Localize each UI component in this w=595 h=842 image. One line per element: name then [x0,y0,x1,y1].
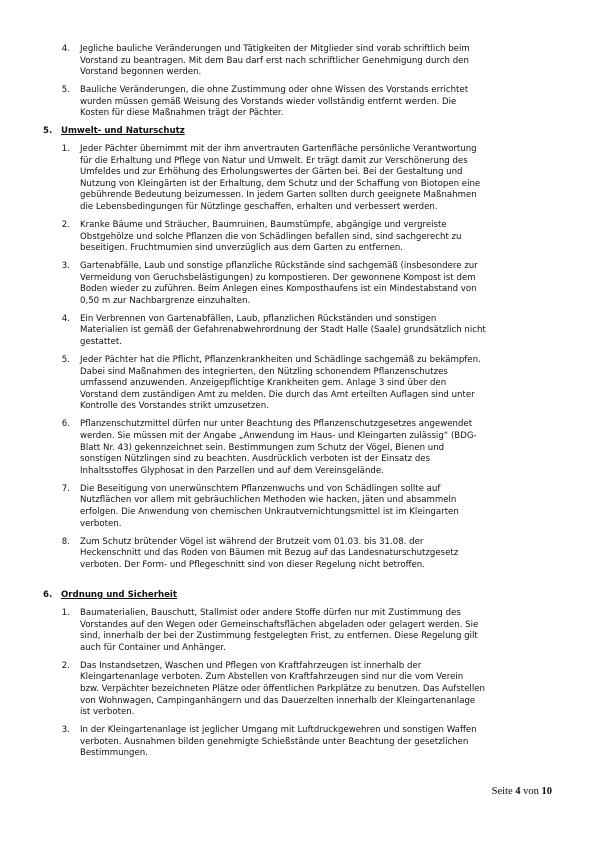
item-number: 2. [61,219,70,230]
list-item [0,608,595,654]
list-item [0,419,595,477]
item-text: Ein Verbrennen von Gartenabfällen, Laub, pflanzlichen Rückständen und sonstigen Materialien ist gemäß der Gefahrenabwehrordnung der Stadt Halle (Saale) grundsätzlich nicht gestattet. [80,313,486,348]
list-item [0,355,595,413]
item-number: 4. [61,313,70,324]
item-text: Das Instandsetzen, Waschen und Pflegen von Kraftfahrzeugen ist innerhalb der Kleingartenanlage verboten. Zum Abstellen von Kraftfahrzeugen sind nur die vom Verein bzw. Verpächter bezeichneten Plätze oder öffentlichen Parkplätze zu benutzen. Das Aufstellen von Wohnwagen, Campinganhängern und das Dauerzelten innerhalb der Kleingartenanlage ist verboten. [80,660,485,718]
section-number: 6. [43,590,53,600]
item-number: 5. [61,355,70,366]
item-number: 2. [61,660,70,671]
item-text: Bauliche Veränderungen, die ohne Zustimmung oder ohne Wissen des Vorstands errichtet wurden müssen gemäß Weisung des Vorstands wieder vollständig entfernt werden. Die Kosten für diese Maßnahmen trägt der Pächter. [80,85,469,119]
item-text: Jeder Pächter übernimmt mit der ihm anvertrauten Gartenfläche persönliche Verantwortung für die Erhaltung und Pflege von Natur und Umwelt. Er trägt damit zur Verschönerung des Umfeldes und zur Erhöhung des Erholungswertes der Gärten bei. Bei der Gestaltung und Nutzung von Kleingärten ist der Erhaltung, dem Schutz und der Schaffung von Biotopen eine gebührende Bedeutung beizumessen. In jedem Garten sollten durch geeignete Maßnahmen die Lebensbedingungen für Nützlinge geschaffen, erhalten und verbessert werden. [80,144,481,212]
section-title: Ordnung und Sicherheit [61,590,177,600]
item-text: Jeder Pächter hat die Pflicht, Pflanzenkrankheiten und Schädlinge sachgemäß zu bekämpfen. Dabei sind Maßnahmen des integrierten, den Nützling schonendem Pflanzenschutzes umfassend anzuwenden. Anzeigepflichtige Krankheiten gem. Anlage 3 sind über den Vorstand dem zuständigen Amt zu melden. Die durch das Amt erteilten Auflagen sind unter Kontrolle des Vorstandes strikt umzusetzen. [80,355,481,412]
list-item [0,537,595,572]
item-number: 7. [61,483,70,494]
item-text: Gartenabfälle, Laub und sonstige pflanzliche Rückstände sind sachgemäß (insbesondere zur Vermeidung von Geruchsbelästigungen) zu kompostieren. Der gewonnene Kompost ist dem Boden wieder zu zuführen. Beim Anlegen eines Komposthaufens ist ein Mindestabstand von 0,50 m zur Nachbargrenze einzuhalten. [80,261,478,306]
page-of-label: von [523,786,539,797]
item-number: 1. [61,608,70,618]
list-item [0,144,595,214]
list-item [0,661,595,719]
item-text: Die Beseitigung von unerwünschtem Pflanzenwuchs und von Schädlingen sollte auf Nutzflächen vor allem mit gebräuchlichen Methoden wie hacken, jäten und absammeln erfolgen. Die Anwendung von chemischen Unkrautvernichtungsmittel ist im Kleingarten verboten. [80,483,459,529]
total-pages-number: 10 [541,786,552,797]
item-text: Pflanzenschutzmittel dürfen nur unter Beachtung des Pflanzenschutzgesetzes angewendet werden. Sie müssen mit der Angabe „Anwendung im Haus- und Kleingarten zulässig“ (BDG- Blatt Nr. 43) gekennzeichnet sein. Bestimmungen zum Schutz der Vögel, Bienen und sonstigen Nützlingen sind zu beachten. Ausdrücklich verboten ist der Einsatz des Inhaltsstoffes Glyphosat in den Parzellen und auf dem Vereinsgelände. [80,419,477,476]
item-number: 3. [61,725,70,736]
item-text: In der Kleingartenanlage ist jeglicher Umgang mit Luftdruckgewehren und sonstigen Waffen verboten. Ausnahmen bilden genehmigte Schießstände unter Beachtung der gesetzlichen Bestimmungen. [80,725,477,759]
list-item [0,261,595,307]
section-heading-5 [43,126,185,138]
list-item [0,220,595,255]
list-item [0,44,595,79]
intro-list [0,44,595,126]
section-heading-6 [43,590,177,602]
item-number: 1. [61,144,70,154]
current-page-number: 4 [515,786,521,797]
page-label: Seite [491,786,513,797]
list-item [0,484,595,530]
item-number: 8. [61,536,70,547]
item-text: Kranke Bäume und Sträucher, Baumruinen, Baumstümpfe, abgängige und vergreiste Obstgehölze und solche Pflanzen die von Schädlingen befallen sind, sind sachgerecht zu beseitigen. Fruchtmumien sind unverzüglich aus dem Garten zu entfernen. [80,219,462,254]
item-text: Zum Schutz brütender Vögel ist während der Brutzeit vom 01.03. bis 31.08. der Heckenschnitt und das Roden von Bäumen mit Bezug auf das Landesnaturschutzgesetz verboten. Der Form- und Pflegeschnitt sind von dieser Regelung nicht betroffen. [80,536,459,570]
item-text: Baumaterialien, Bauschutt, Stallmist oder andere Stoffe dürfen nur mit Zustimmung des Vorstandes auf den Wegen oder Gemeinschaftsflächen abgeladen oder gelagert werden. Sie sind, innerhalb der bei der Zustimmung festgelegten Frist, zu entfernen. Diese Regelung gilt auch für Container und Anhänger. [80,608,479,653]
list-item [0,85,595,120]
section-title: Umwelt- und Naturschutz [61,126,185,136]
item-number: 6. [61,419,70,430]
list-item [0,314,595,349]
page-footer [492,786,552,798]
section-6-list [0,608,595,766]
list-item [0,725,595,760]
item-number: 4. [61,44,70,54]
item-text: Jegliche bauliche Veränderungen und Tätigkeiten der Mitglieder sind vorab schriftlich beim Vorstand zu beantragen. Mit dem Bau darf erst nach schriftlicher Genehmigung durch den Vorstand begonnen werden. [80,44,470,78]
section-number: 5. [43,126,53,136]
item-number: 3. [61,261,70,272]
section-5-list [0,144,595,578]
item-number: 5. [61,85,70,96]
